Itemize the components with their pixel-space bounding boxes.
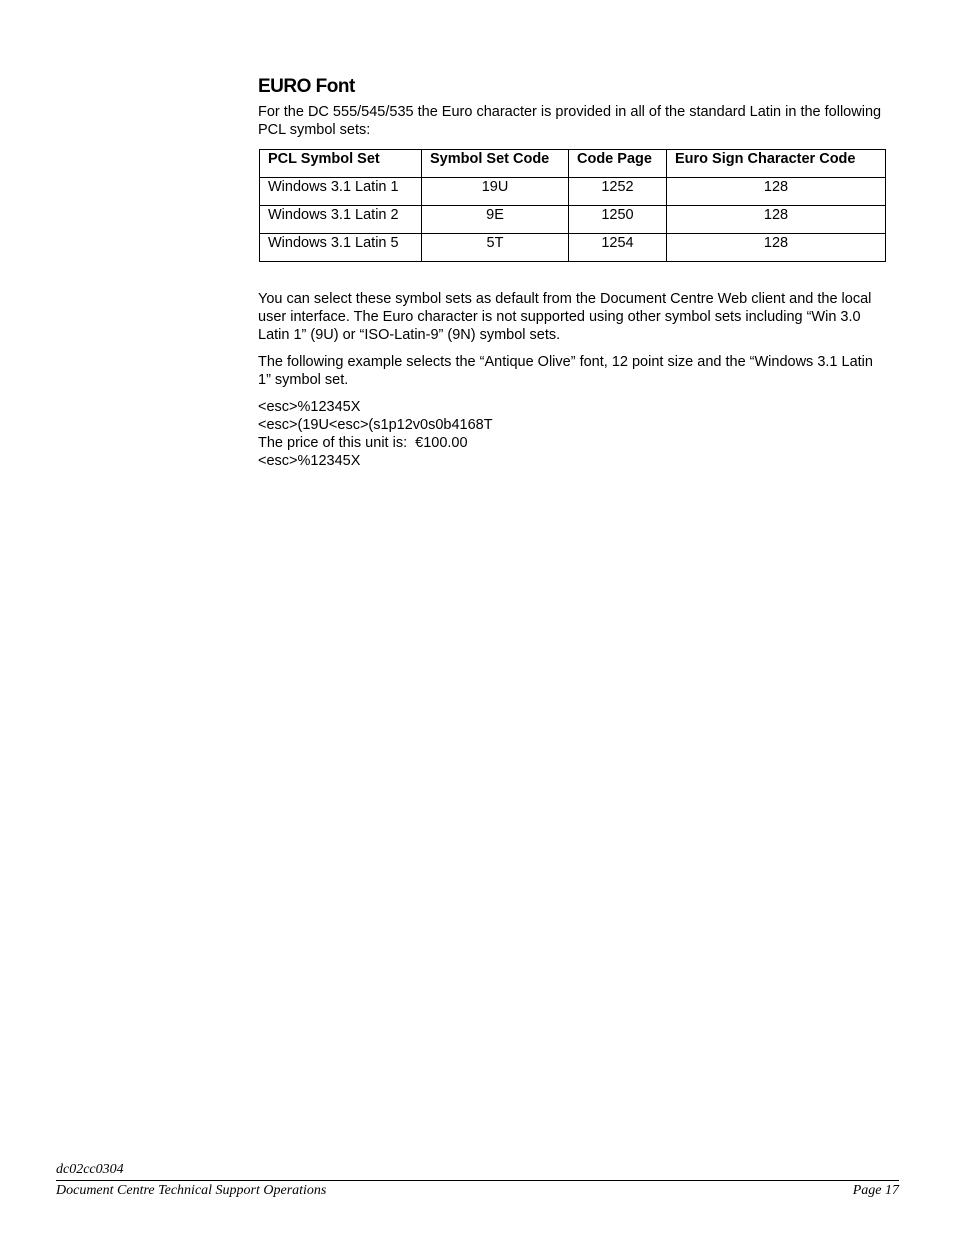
table-header-row: [260, 150, 886, 178]
section-title: EURO Font: [258, 76, 355, 97]
column-header: PCL Symbol Set: [260, 150, 422, 178]
table-cell: 1252: [569, 178, 667, 206]
table-cell: 1250: [569, 206, 667, 234]
page-footer: [56, 1161, 899, 1200]
code-line: The price of this unit is: €100.00: [258, 435, 468, 451]
column-header: Code Page: [569, 150, 667, 178]
symbol-set-table: [259, 149, 886, 262]
column-header: Symbol Set Code: [422, 150, 569, 178]
table-row: [260, 206, 886, 234]
table-row: [260, 178, 886, 206]
table-cell: 19U: [422, 178, 569, 206]
table-cell: Windows 3.1 Latin 1: [260, 178, 422, 206]
table-cell: Windows 3.1 Latin 2: [260, 206, 422, 234]
footer-row: [56, 1181, 899, 1200]
code-line: <esc>%12345X: [258, 453, 361, 469]
table-row: [260, 234, 886, 262]
table-cell: 9E: [422, 206, 569, 234]
body-paragraph: The following example selects the “Antique Olive” font, 12 point size and the “Windows 3.1 Latin 1” symbol set.: [258, 354, 873, 388]
table-cell: 1254: [569, 234, 667, 262]
code-line: <esc>%12345X: [258, 399, 361, 415]
body-paragraph: You can select these symbol sets as default from the Document Centre Web client and the local user interface. The Euro character is not supported using other symbol sets including “Win 3.0 Latin 1” (9U) or “ISO-Latin-9” (9N) symbol sets.: [258, 291, 872, 343]
page-content: [258, 74, 886, 470]
code-example: [258, 398, 886, 470]
table-cell: 128: [667, 178, 886, 206]
table-cell: Windows 3.1 Latin 5: [260, 234, 422, 262]
page-number: Page 17: [852, 1183, 899, 1198]
table-cell: 128: [667, 234, 886, 262]
footer-title: Document Centre Technical Support Operations: [56, 1183, 327, 1198]
code-line: <esc>(19U<esc>(s1p12v0s0b4168T: [258, 417, 493, 433]
table-cell: 5T: [422, 234, 569, 262]
footer-doc-code: dc02cc0304: [56, 1162, 124, 1177]
intro-paragraph: For the DC 555/545/535 the Euro character is provided in all of the standard Latin in the following PCL symbol sets:: [258, 104, 882, 138]
column-header: Euro Sign Character Code: [667, 150, 886, 178]
table-cell: 128: [667, 206, 886, 234]
